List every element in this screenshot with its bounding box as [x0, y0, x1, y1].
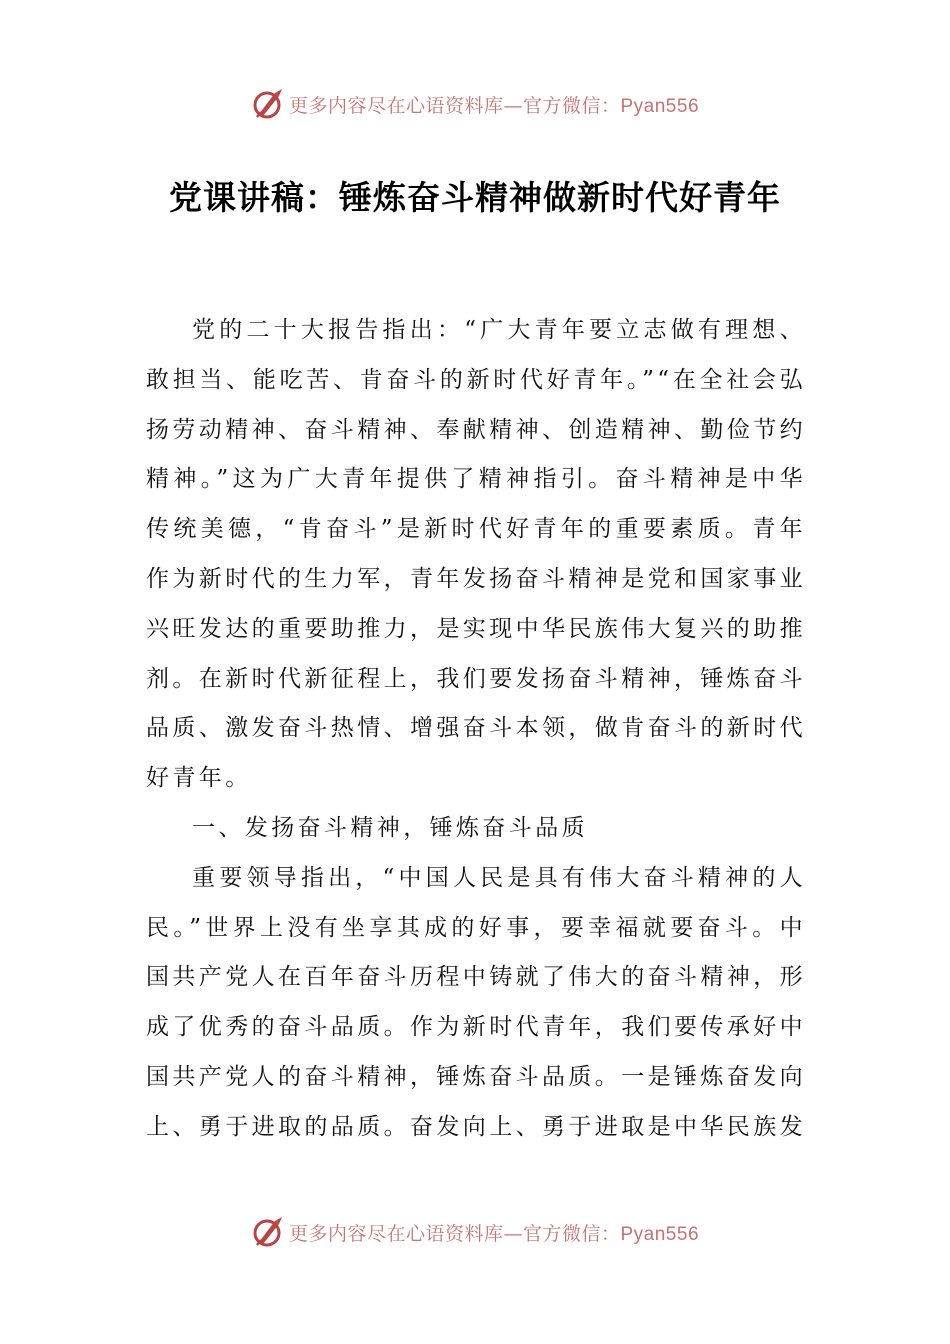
- document-body: [146, 306, 806, 1153]
- header-watermark-banner: [0, 84, 950, 124]
- page-title: 党课讲稿：锤炼奋斗精神做新时代好青年: [169, 178, 781, 217]
- footer-banner-label: 更多内容尽在心语资料库: [288, 1222, 504, 1245]
- quill-pen-circle-icon: [251, 87, 285, 121]
- quill-pen-circle-icon: [251, 1215, 285, 1249]
- footer-banner-separator: —: [503, 1222, 523, 1245]
- header-banner-text: [289, 91, 699, 118]
- header-banner-wechat: 官方微信：Pyan556: [523, 95, 700, 117]
- header-banner-separator: —: [503, 94, 523, 117]
- footer-banner-text: [289, 1219, 699, 1246]
- paragraph-intro: 党的二十大报告指出：“广大青年要立志做有理想、敢担当、能吃苦、肯奋斗的新时代好青年。”“在全社会弘扬劳动精神、奋斗精神、奉献精神、创造精神、勤俭节约精神。”这为广大青年提供了精神指引。奋斗精神是中华传统美德，“肯奋斗”是新时代好青年的重要素质。青年作为新时代的生力军，青年发扬奋斗精神是党和国家事业兴旺发达的重要助推力，是实现中华民族伟大复兴的助推剂。在新时代新征程上，我们要发扬奋斗精神，锤炼奋斗品质、激发奋斗热情、增强奋斗本领，做肯奋斗的新时代好青年。: [146, 317, 806, 792]
- footer-watermark-banner: [0, 1212, 950, 1252]
- footer-banner-wechat: 官方微信：Pyan556: [523, 1223, 700, 1245]
- paragraph-section-1: 重要领导指出，“中国人民是具有伟大奋斗精神的人民。”世界上没有坐享其成的好事，要幸福就要奋斗。中国共产党人在百年奋斗历程中铸就了伟大的奋斗精神，形成了优秀的奋斗品质。作为新时代青年，我们要传承好中国共产党人的奋斗精神，锤炼奋斗品质。一是锤炼奋发向上、勇于进取的品质。奋发向上、勇于进取是中华民族发: [146, 864, 806, 1140]
- header-banner-label: 更多内容尽在心语资料库: [288, 94, 504, 117]
- section-heading-1: 一、发扬奋斗精神，锤炼奋斗品质: [192, 814, 588, 841]
